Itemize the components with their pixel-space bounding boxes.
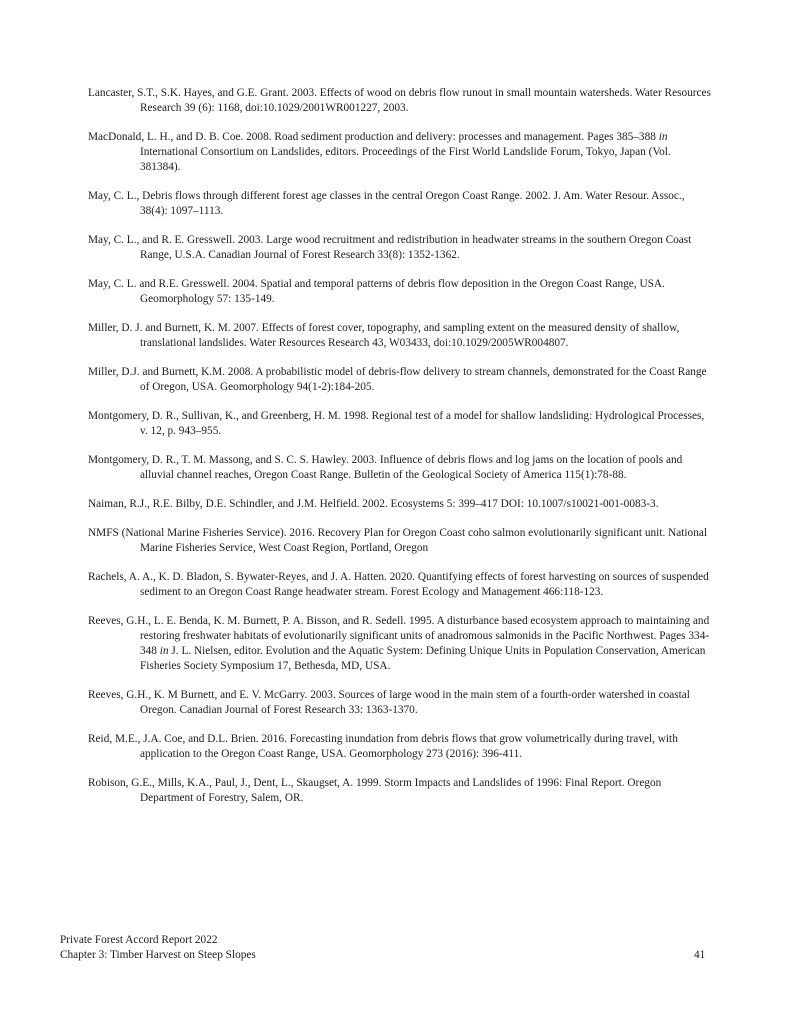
reference-entry: Reeves, G.H., K. M Burnett, and E. V. McGarry. 2003. Sources of large wood in the main stem of a fourth-order watershed in coastal Oregon. Canadian Journal of Forest Research 33: 1363-1370. (88, 689, 690, 716)
reference-entry: Naiman, R.J., R.E. Bilby, D.E. Schindler, and J.M. Helfield. 2002. Ecosystems 5: 399–417 DOI: 10.1007/s10021-001-0083-3. (88, 498, 659, 510)
reference-entry: Robison, G.E., Mills, K.A., Paul, J., Dent, L., Skaugset, A. 1999. Storm Impacts and Landslides of 1996: Final Report. Oregon Department of Forestry, Salem, OR. (88, 777, 662, 804)
reference-entry: Montgomery, D. R., Sullivan, K., and Greenberg, H. M. 1998. Regional test of a model for shallow landsliding: Hydrological Processes, v. 12, p. 943–955. (88, 410, 705, 437)
reference-entry: Reeves, G.H., L. E. Benda, K. M. Burnett, P. A. Bisson, and R. Sedell. 1995. A disturbance based ecosystem approach to maintaining and restoring freshwater habitats of evolutionarily significant units of anadromous salmonids in the Pacific Northwest. Pages 334-348 in J. L. Nielsen, editor. Evolution and the Aquatic System: Defining Unique Units in Population Conservation, American Fisheries Society Symposium 17, Bethesda, MD, USA. (88, 615, 710, 672)
reference-entry: Miller, D. J. and Burnett, K. M. 2007. Effects of forest cover, topography, and sampling extent on the measured density of shallow, translational landslides. Water Resources Research 43, W03433, doi:10.1029/2005WR004807. (88, 322, 680, 349)
reference-entry: MacDonald, L. H., and D. B. Coe. 2008. Road sediment production and delivery: processes and management. Pages 385–388 in International Consortium on Landslides, editors. Proceedings of the First World Landslide Forum, Tokyo, Japan (Vol. 381384). (88, 131, 671, 173)
reference-entry: NMFS (National Marine Fisheries Service). 2016. Recovery Plan for Oregon Coast coho salmon evolutionarily significant unit. National Marine Fisheries Service, West Coast Region, Portland, Oregon (88, 527, 708, 554)
reference-entry: Rachels, A. A., K. D. Bladon, S. Bywater-Reyes, and J. A. Hatten. 2020. Quantifying effects of forest harvesting on sources of suspended sediment to an Oregon Coast Range headwater stream. Forest Ecology and Management 466:118-123. (88, 571, 709, 598)
reference-entry: May, C. L., Debris flows through different forest age classes in the central Oregon Coast Range. 2002. J. Am. Water Resour. Assoc., 38(4): 1097–1113. (88, 190, 685, 217)
reference-entry: Lancaster, S.T., S.K. Hayes, and G.E. Grant. 2003. Effects of wood on debris flow runout in small mountain watersheds. Water Resources Research 39 (6): 1168, doi:10.1029/2001WR001227, 2003. (88, 87, 711, 114)
footer-chapter-title: Chapter 3: Timber Harvest on Steep Slopes (60, 949, 256, 961)
reference-entry: Montgomery, D. R., T. M. Massong, and S. C. S. Hawley. 2003. Influence of debris flows and log jams on the location of pools and alluvial channel reaches, Oregon Coast Range. Bulletin of the Geological Society of America 115(1):78-88. (88, 454, 683, 481)
reference-list (88, 86, 712, 820)
reference-entry: Reid, M.E., J.A. Coe, and D.L. Brien. 2016. Forecasting inundation from debris flows that grow volumetrically during travel, with application to the Oregon Coast Range, USA. Geomorphology 273 (2016): 396-411. (88, 733, 678, 760)
reference-entry: May, C. L., and R. E. Gresswell. 2003. Large wood recruitment and redistribution in headwater streams in the southern Oregon Coast Range, U.S.A. Canadian Journal of Forest Research 33(8): 1352-1362. (88, 234, 692, 261)
footer-report-title: Private Forest Accord Report 2022 (60, 934, 218, 946)
reference-entry: Miller, D.J. and Burnett, K.M. 2008. A probabilistic model of debris-flow delivery to stream channels, demonstrated for the Coast Range of Oregon, USA. Geomorphology 94(1-2):184-205. (88, 366, 707, 393)
page-number: 41 (694, 949, 706, 961)
page-footer (60, 933, 256, 963)
reference-entry: May, C. L. and R.E. Gresswell. 2004. Spatial and temporal patterns of debris flow deposition in the Oregon Coast Range, USA. Geomorphology 57: 135-149. (88, 278, 665, 305)
